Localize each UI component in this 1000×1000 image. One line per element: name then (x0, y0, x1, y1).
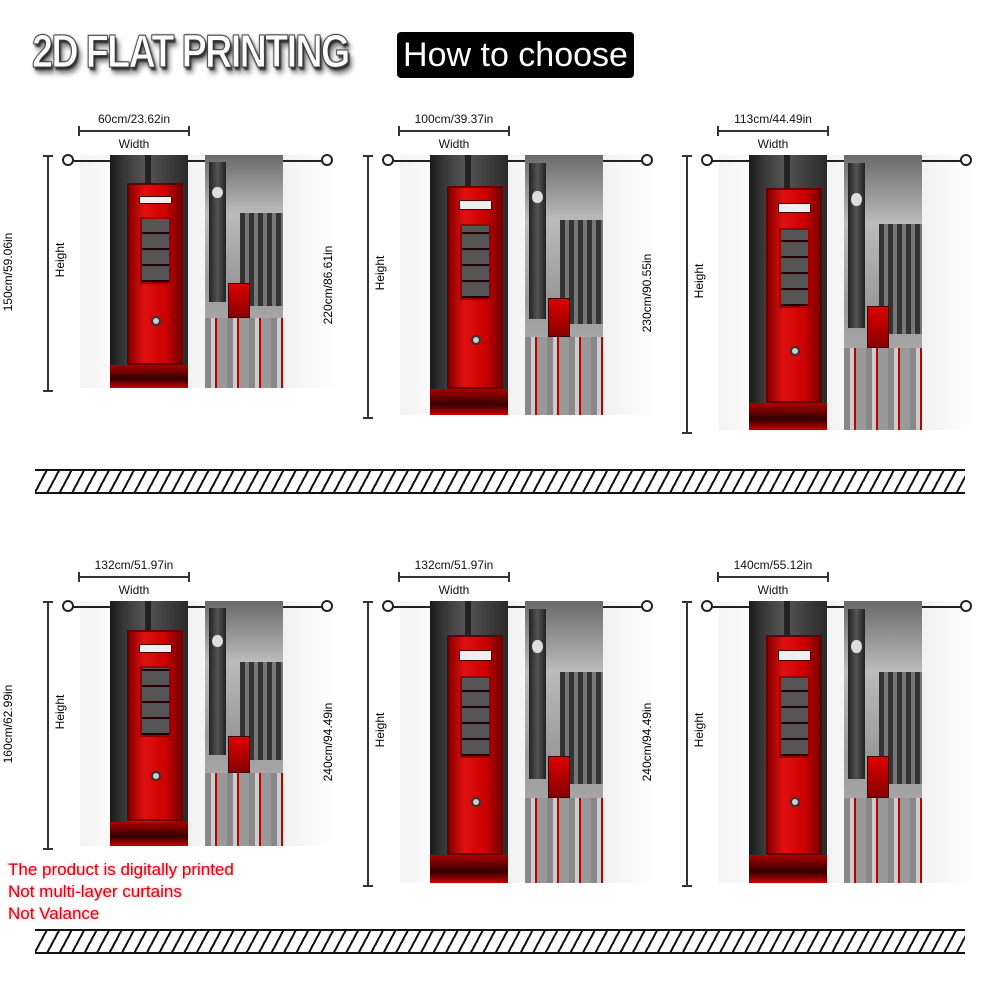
rod-end-ring-icon (382, 154, 394, 166)
width-dimension: 100cm/39.37in (414, 112, 494, 126)
height-label: Height (692, 712, 706, 748)
width-label: Width (438, 137, 470, 151)
note-not-valance: Not Valance (8, 904, 100, 923)
height-label: Height (53, 242, 67, 277)
curtain-panel-big-ben (844, 155, 922, 430)
height-dimension: 240cm/94.49in (321, 702, 335, 782)
height-dimension: 220cm/86.61in (321, 245, 335, 325)
height-label: Height (692, 263, 706, 298)
rod-end-ring-icon (641, 600, 653, 612)
how-to-choose-badge: How to choose (397, 32, 634, 78)
rod-end-ring-icon (62, 154, 74, 166)
rod-end-ring-icon (382, 600, 394, 612)
rod-end-ring-icon (960, 600, 972, 612)
note-digitally-printed: The product is digitally printed (8, 860, 234, 879)
height-measure-line (367, 601, 369, 887)
width-label: Width (757, 583, 789, 597)
height-dimension: 240cm/94.49in (640, 702, 654, 782)
curtain-panel-big-ben (205, 601, 283, 846)
height-measure-line (47, 601, 49, 850)
curtain-panel-big-ben (205, 155, 283, 388)
curtain-panel-phone-booth (749, 155, 827, 430)
width-label: Width (118, 137, 150, 151)
width-measure-line (398, 576, 510, 578)
rod-end-ring-icon (641, 154, 653, 166)
height-measure-line (47, 155, 49, 392)
rod-end-ring-icon (701, 600, 713, 612)
height-dimension: 160cm/62.99in (1, 684, 15, 763)
height-dimension: 230cm/90.55in (640, 253, 654, 332)
curtain-panel-big-ben (844, 601, 922, 883)
width-dimension: 132cm/51.97in (414, 558, 494, 572)
curtain-panel-phone-booth (430, 601, 508, 883)
curtain-panel-phone-booth (110, 601, 188, 846)
hatched-divider (35, 929, 965, 954)
height-measure-line (686, 601, 688, 887)
width-measure-line (78, 130, 190, 132)
height-label: Height (373, 712, 387, 748)
height-label: Height (53, 694, 67, 729)
width-measure-line (717, 576, 829, 578)
width-measure-line (398, 130, 510, 132)
height-measure-line (367, 155, 369, 419)
width-label: Width (757, 137, 789, 151)
curtain-panel-big-ben (525, 155, 603, 415)
width-dimension: 140cm/55.12in (733, 558, 813, 572)
rod-end-ring-icon (321, 154, 333, 166)
hatched-divider (35, 469, 965, 494)
rod-end-ring-icon (701, 154, 713, 166)
curtain-panel-phone-booth (110, 155, 188, 388)
height-dimension: 150cm/59.06in (1, 232, 15, 311)
width-measure-line (78, 576, 190, 578)
width-dimension: 60cm/23.62in (97, 112, 171, 126)
width-label: Width (118, 583, 150, 597)
curtain-panel-big-ben (525, 601, 603, 883)
note-not-multilayer: Not multi-layer curtains (8, 882, 182, 901)
width-label: Width (438, 583, 470, 597)
title-2d-flat-printing: 2D FLAT PRINTING (32, 25, 349, 77)
width-dimension: 113cm/44.49in (734, 112, 812, 126)
curtain-panel-phone-booth (749, 601, 827, 883)
rod-end-ring-icon (62, 600, 74, 612)
width-measure-line (717, 130, 829, 132)
height-measure-line (686, 155, 688, 434)
width-dimension: 132cm/51.97in (94, 558, 174, 572)
height-label: Height (373, 255, 387, 291)
rod-end-ring-icon (321, 600, 333, 612)
curtain-panel-phone-booth (430, 155, 508, 415)
rod-end-ring-icon (960, 154, 972, 166)
